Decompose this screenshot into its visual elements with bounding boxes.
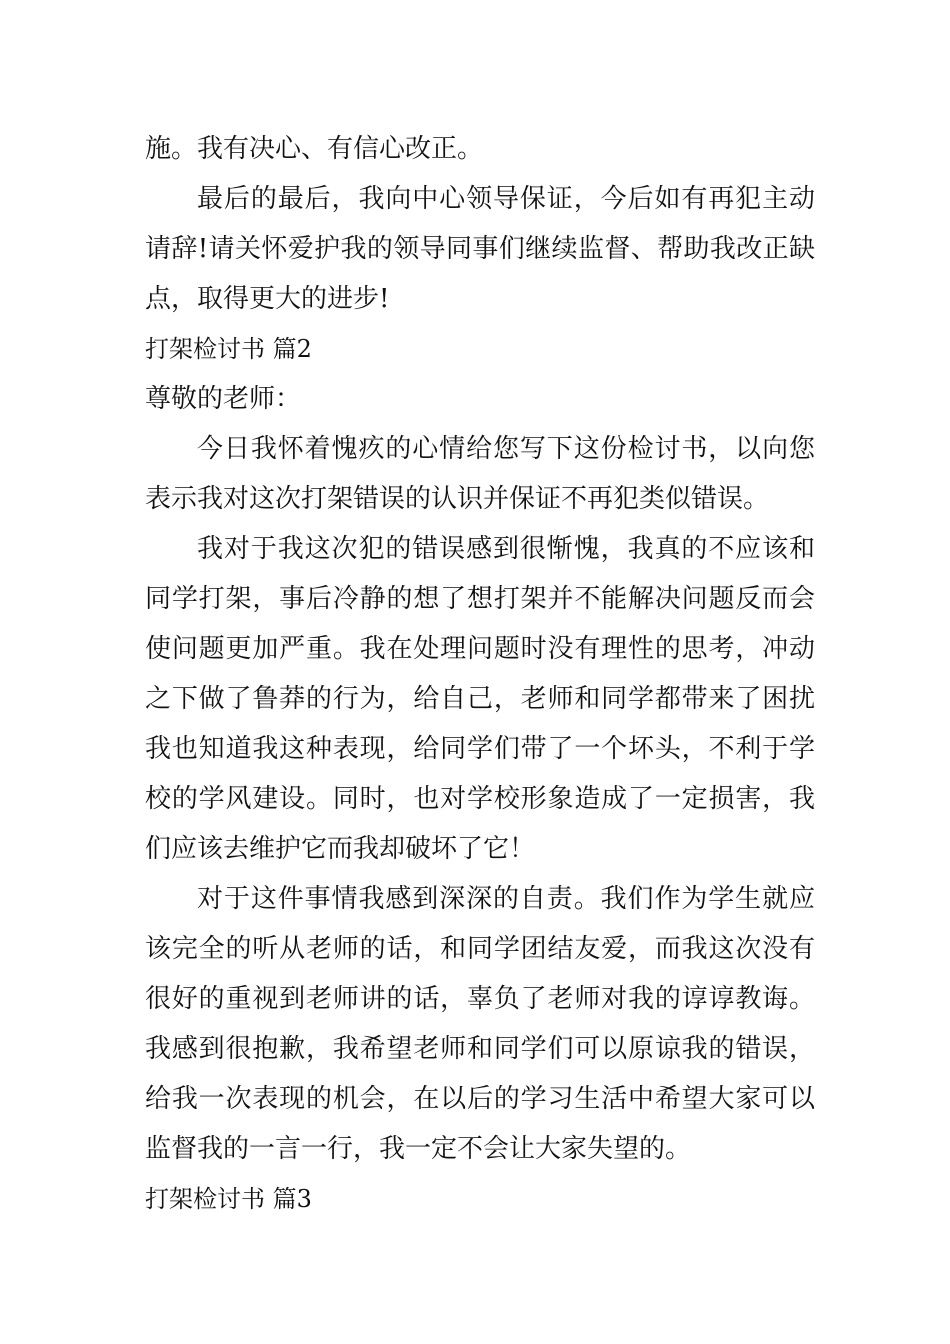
paragraph-line: 我感到很抱歉，我希望老师和同学们可以原谅我的错误， [145, 1034, 815, 1064]
paragraph-line: 给我一次表现的机会，在以后的学习生活中希望大家可以 [145, 1084, 815, 1114]
paragraph-line: 监督我的一言一行，我一定不会让大家失望的。 [145, 1134, 692, 1164]
paragraph-line: 表示我对这次打架错误的认识并保证不再犯类似错误。 [145, 484, 770, 514]
paragraph-line: 使问题更加严重。我在处理问题时没有理性的思考，冲动 [145, 634, 815, 664]
paragraph-line: 今日我怀着愧疚的心情给您写下这份检讨书，以向您 [197, 434, 815, 464]
paragraph-line: 请辞!请关怀爱护我的领导同事们继续监督、帮助我改正缺 [145, 234, 815, 264]
paragraph-line: 同学打架，事后冷静的想了想打架并不能解决问题反而会 [145, 584, 815, 614]
paragraph-line: 施。我有决心、有信心改正。 [145, 134, 484, 164]
paragraph-line: 之下做了鲁莽的行为，给自己，老师和同学都带来了困扰 [145, 684, 815, 714]
paragraph-line: 对于这件事情我感到深深的自责。我们作为学生就应 [197, 884, 815, 914]
paragraph-line: 我对于我这次犯的错误感到很惭愧，我真的不应该和 [197, 534, 815, 564]
paragraph-line: 我也知道我这种表现，给同学们带了一个坏头，不利于学 [145, 734, 815, 764]
section-heading: 打架检讨书 篇2 [145, 335, 312, 363]
paragraph-line: 该完全的听从老师的话，和同学团结友爱，而我这次没有 [145, 934, 815, 964]
section-heading: 打架检讨书 篇3 [145, 1185, 312, 1213]
paragraph-line: 们应该去维护它而我却破坏了它！ [145, 834, 536, 864]
paragraph-line: 最后的最后，我向中心领导保证，今后如有再犯主动 [197, 184, 815, 214]
paragraph-line: 校的学风建设。同时，也对学校形象造成了一定损害，我 [145, 784, 815, 814]
paragraph-line: 很好的重视到老师讲的话，辜负了老师对我的谆谆教诲。 [145, 984, 815, 1014]
salutation: 尊敬的老师： [145, 384, 302, 414]
paragraph-line: 点，取得更大的进步! [145, 284, 390, 314]
document-body [145, 124, 815, 1224]
